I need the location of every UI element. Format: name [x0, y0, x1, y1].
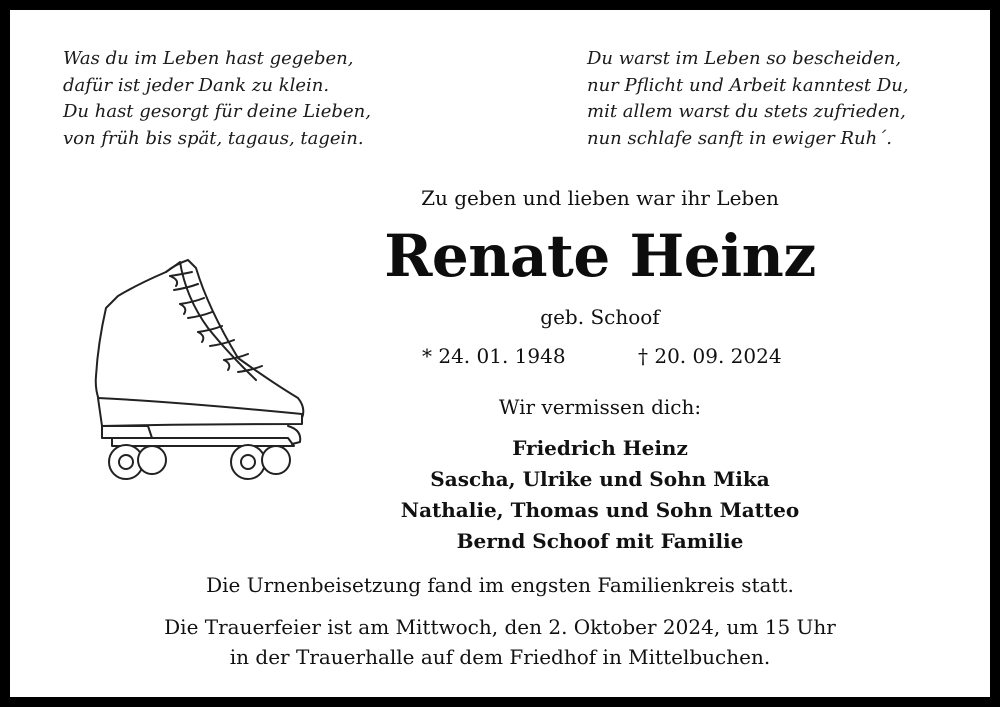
birth-name: geb. Schoof — [540, 305, 660, 329]
mourner: Friedrich Heinz — [512, 436, 688, 460]
verse-line: dafür ist jeder Dank zu klein. — [63, 74, 330, 96]
birth-date: * 24. 01. 1948 — [422, 344, 566, 368]
verse-line: Du hast gesorgt für deine Lieben, — [63, 101, 371, 122]
mourner: Sascha, Ulrike und Sohn Mika — [430, 467, 770, 491]
mourners-list — [370, 433, 830, 557]
verse-line: von früh bis spät, tagaus, tagein. — [63, 127, 364, 149]
verse-line: Du warst im Leben so bescheiden, — [587, 48, 902, 69]
verse-line: nun schlafe sanft in ewiger Ruh´. — [587, 127, 892, 149]
deceased-name: Renate Heinz — [384, 222, 816, 290]
death-date: † 20. 09. 2024 — [638, 344, 782, 368]
verse-line: Was du im Leben hast gegeben, — [63, 48, 354, 69]
verse-line: mit allem warst du stets zufrieden, — [587, 101, 906, 122]
mourner: Bernd Schoof mit Familie — [456, 529, 744, 553]
mourner: Nathalie, Thomas und Sohn Matteo — [400, 498, 800, 522]
motto: Zu geben und lieben war ihr Leben — [421, 186, 779, 210]
service-line: Die Trauerfeier ist am Mittwoch, den 2. Oktober 2024, um 15 Uhr — [164, 615, 836, 639]
service-line: in der Trauerhalle auf dem Friedhof in Mittelbuchen. — [229, 645, 771, 669]
obituary-card — [10, 10, 990, 697]
roller-skate-icon — [88, 248, 308, 480]
burial-notice: Die Urnenbeisetzung fand im engsten Familienkreis statt. — [206, 573, 794, 597]
verse-left — [63, 46, 371, 152]
miss-line: Wir vermissen dich: — [498, 395, 702, 419]
service-notice — [10, 612, 990, 672]
verse-line: nur Pflicht und Arbeit kanntest Du, — [587, 74, 909, 96]
verse-right — [587, 46, 909, 152]
